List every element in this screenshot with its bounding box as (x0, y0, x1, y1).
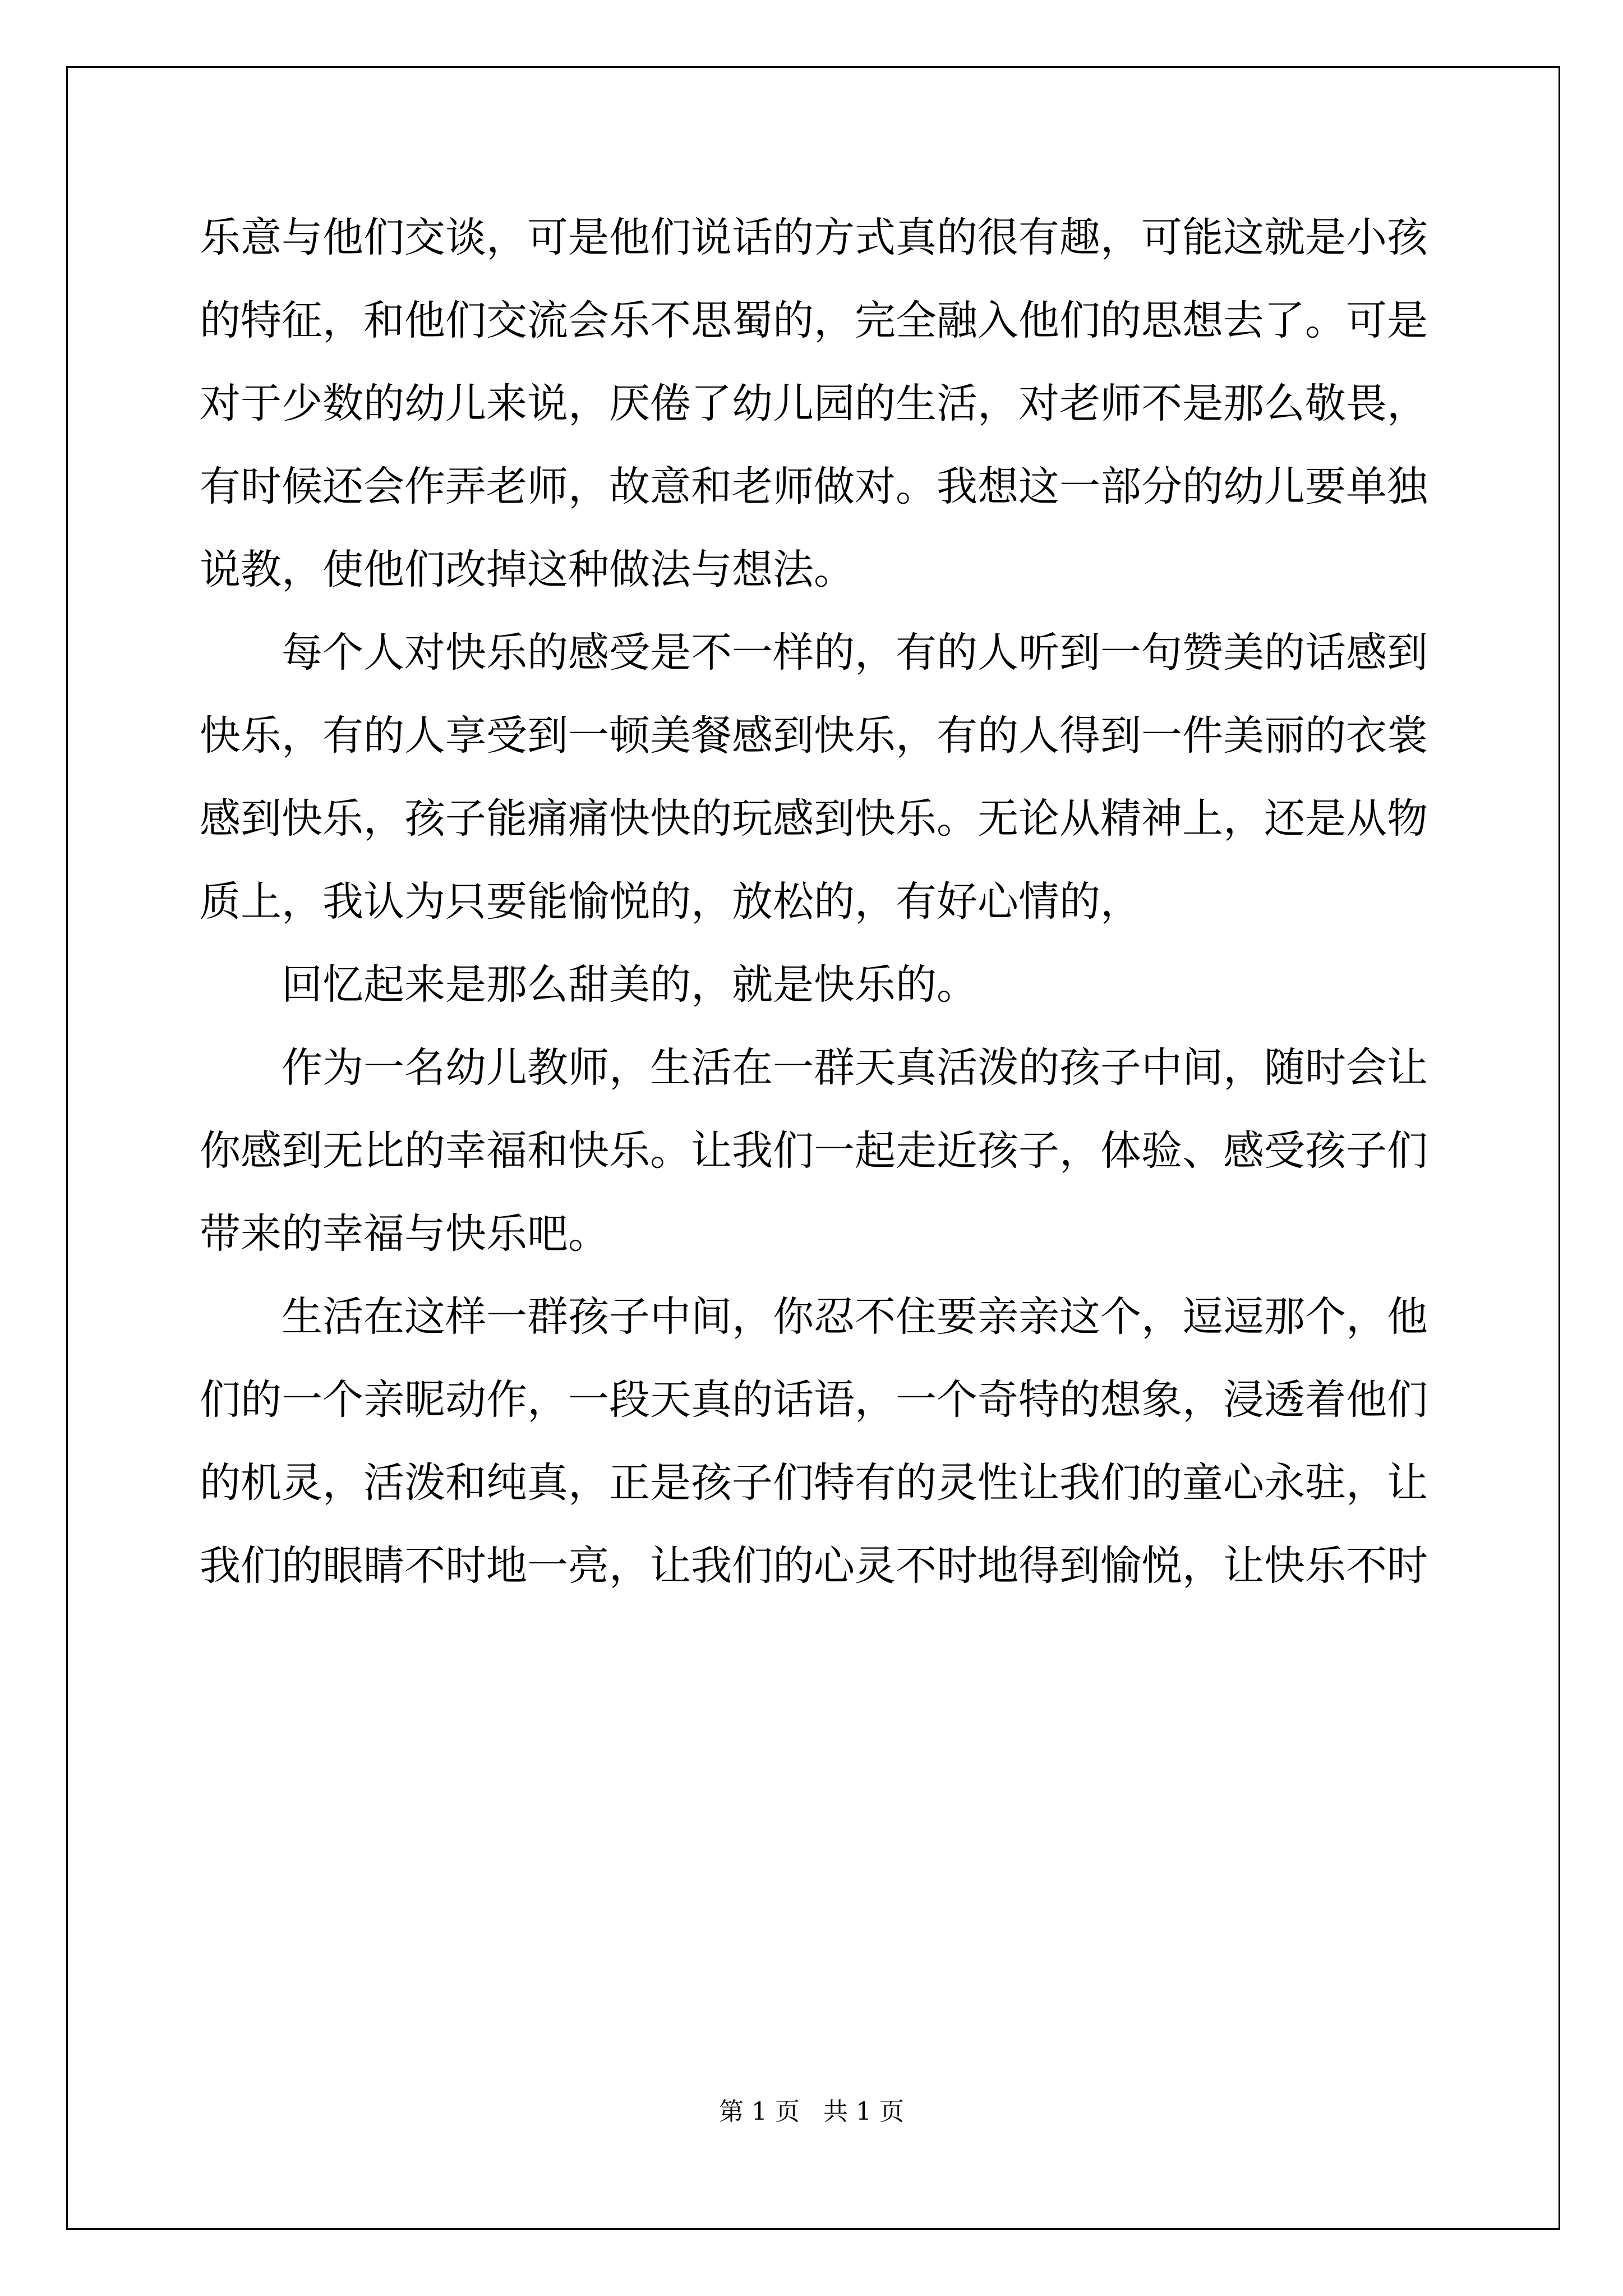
paragraph-3: 回忆起来是那么甜美的，就是快乐的。 (282, 961, 978, 1009)
document-body (200, 196, 1428, 1608)
page-number-footer: 第 1 页 共 1 页 (719, 2097, 904, 2126)
paragraph-1: 乐意与他们交谈，可是他们说话的方式真的很有趣，可能这就是小孩的特征，和他们交流会乐不思蜀的，完全融入他们的思想去了。可是对于少数的幼儿来说，厌倦了幼儿园的生活，对老师不是那么敬畏，有时候还会作弄老师，故意和老师做对。我想这一部分的幼儿要单独说教，使他们改掉这种做法与想法。 (200, 214, 1428, 593)
paragraph-2: 每个人对快乐的感受是不一样的，有的人听到一句赞美的话感到快乐，有的人享受到一顿美餐感到快乐，有的人得到一件美丽的衣裳感到快乐，孩子能痛痛快快的玩感到快乐。无论从精神上，还是从物质上，我认为只要能愉悦的，放松的，有好心情的， (200, 629, 1428, 926)
paragraph-4: 作为一名幼儿教师，生活在一群天真活泼的孩子中间，随时会让你感到无比的幸福和快乐。让我们一起走近孩子，体验、感受孩子们带来的幸福与快乐吧。 (200, 1044, 1428, 1258)
paragraph-5: 生活在这样一群孩子中间，你忍不住要亲亲这个，逗逗那个，他们的一个亲昵动作，一段天真的话语，一个奇特的想象，浸透着他们的机灵，活泼和纯真，正是孩子们特有的灵性让我们的童心永驻，让我们的眼睛不时地一亮，让我们的心灵不时地得到愉悦，让快乐不时 (200, 1293, 1428, 1590)
